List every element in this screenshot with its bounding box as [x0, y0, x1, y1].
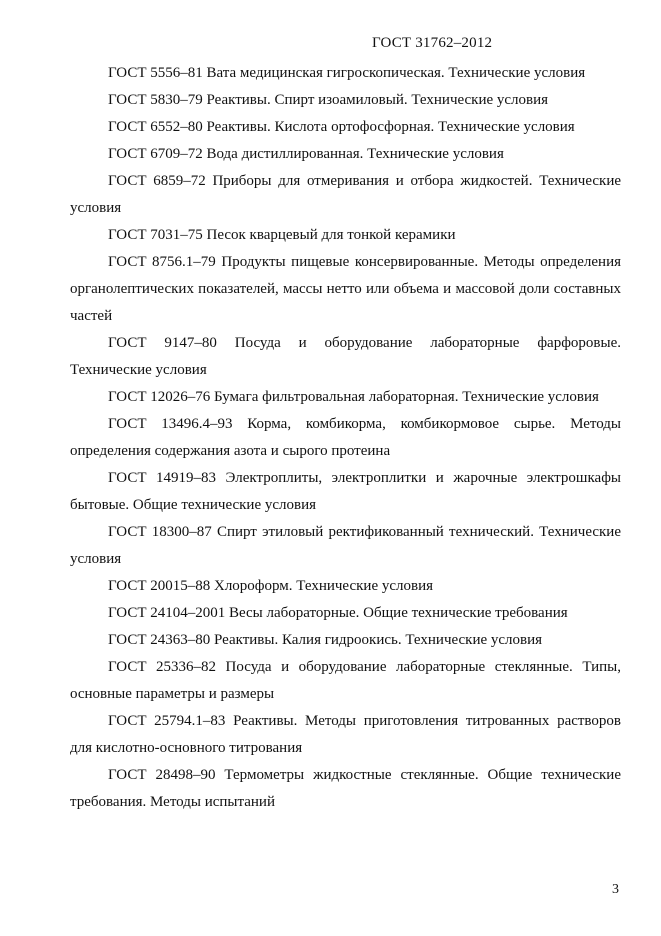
reference-item: ГОСТ 6859–72 Приборы для отмеривания и отбора жидкостей. Технические условия — [70, 173, 621, 216]
reference-item: ГОСТ 12026–76 Бумага фильтровальная лабораторная. Технические условия — [108, 389, 599, 405]
reference-item: ГОСТ 13496.4–93 Корма, комбикорма, комбикормовое сырье. Методы определения содержания азота и сырого протеина — [70, 416, 621, 459]
reference-item: ГОСТ 20015–88 Хлороформ. Технические условия — [108, 578, 433, 594]
document-code-header: ГОСТ 31762–2012 — [372, 35, 493, 51]
reference-item: ГОСТ 25336–82 Посуда и оборудование лабораторные стеклянные. Типы, основные параметры и размеры — [70, 659, 621, 702]
normative-references-list — [70, 60, 621, 816]
reference-item: ГОСТ 7031–75 Песок кварцевый для тонкой керамики — [108, 227, 456, 243]
reference-item: ГОСТ 9147–80 Посуда и оборудование лабораторные фарфоровые. Технические условия — [70, 335, 621, 378]
reference-item: ГОСТ 18300–87 Спирт этиловый ректификованный технический. Технические условия — [70, 524, 621, 567]
reference-item: ГОСТ 24363–80 Реактивы. Калия гидроокись. Технические условия — [108, 632, 543, 648]
reference-item: ГОСТ 28498–90 Термометры жидкостные стеклянные. Общие технические требования. Методы испытаний — [70, 767, 621, 810]
reference-item: ГОСТ 24104–2001 Весы лабораторные. Общие технические требования — [108, 605, 568, 621]
reference-item: ГОСТ 25794.1–83 Реактивы. Методы приготовления титрованных растворов для кислотно-основного титрования — [70, 713, 621, 756]
reference-item: ГОСТ 5830–79 Реактивы. Спирт изоамиловый. Технические условия — [108, 92, 549, 108]
reference-item: ГОСТ 8756.1–79 Продукты пищевые консервированные. Методы определения органолептических показателей, массы нетто или объема и массовой доли составных частей — [70, 254, 621, 324]
reference-item: ГОСТ 6552–80 Реактивы. Кислота ортофосфорная. Технические условия — [108, 119, 575, 135]
reference-item: ГОСТ 6709–72 Вода дистиллированная. Технические условия — [108, 146, 504, 162]
reference-item: ГОСТ 14919–83 Электроплиты, электроплитки и жарочные электрошкафы бытовые. Общие технические условия — [70, 470, 621, 513]
reference-item: ГОСТ 5556–81 Вата медицинская гигроскопическая. Технические условия — [108, 65, 586, 81]
page-number: 3 — [612, 882, 619, 897]
